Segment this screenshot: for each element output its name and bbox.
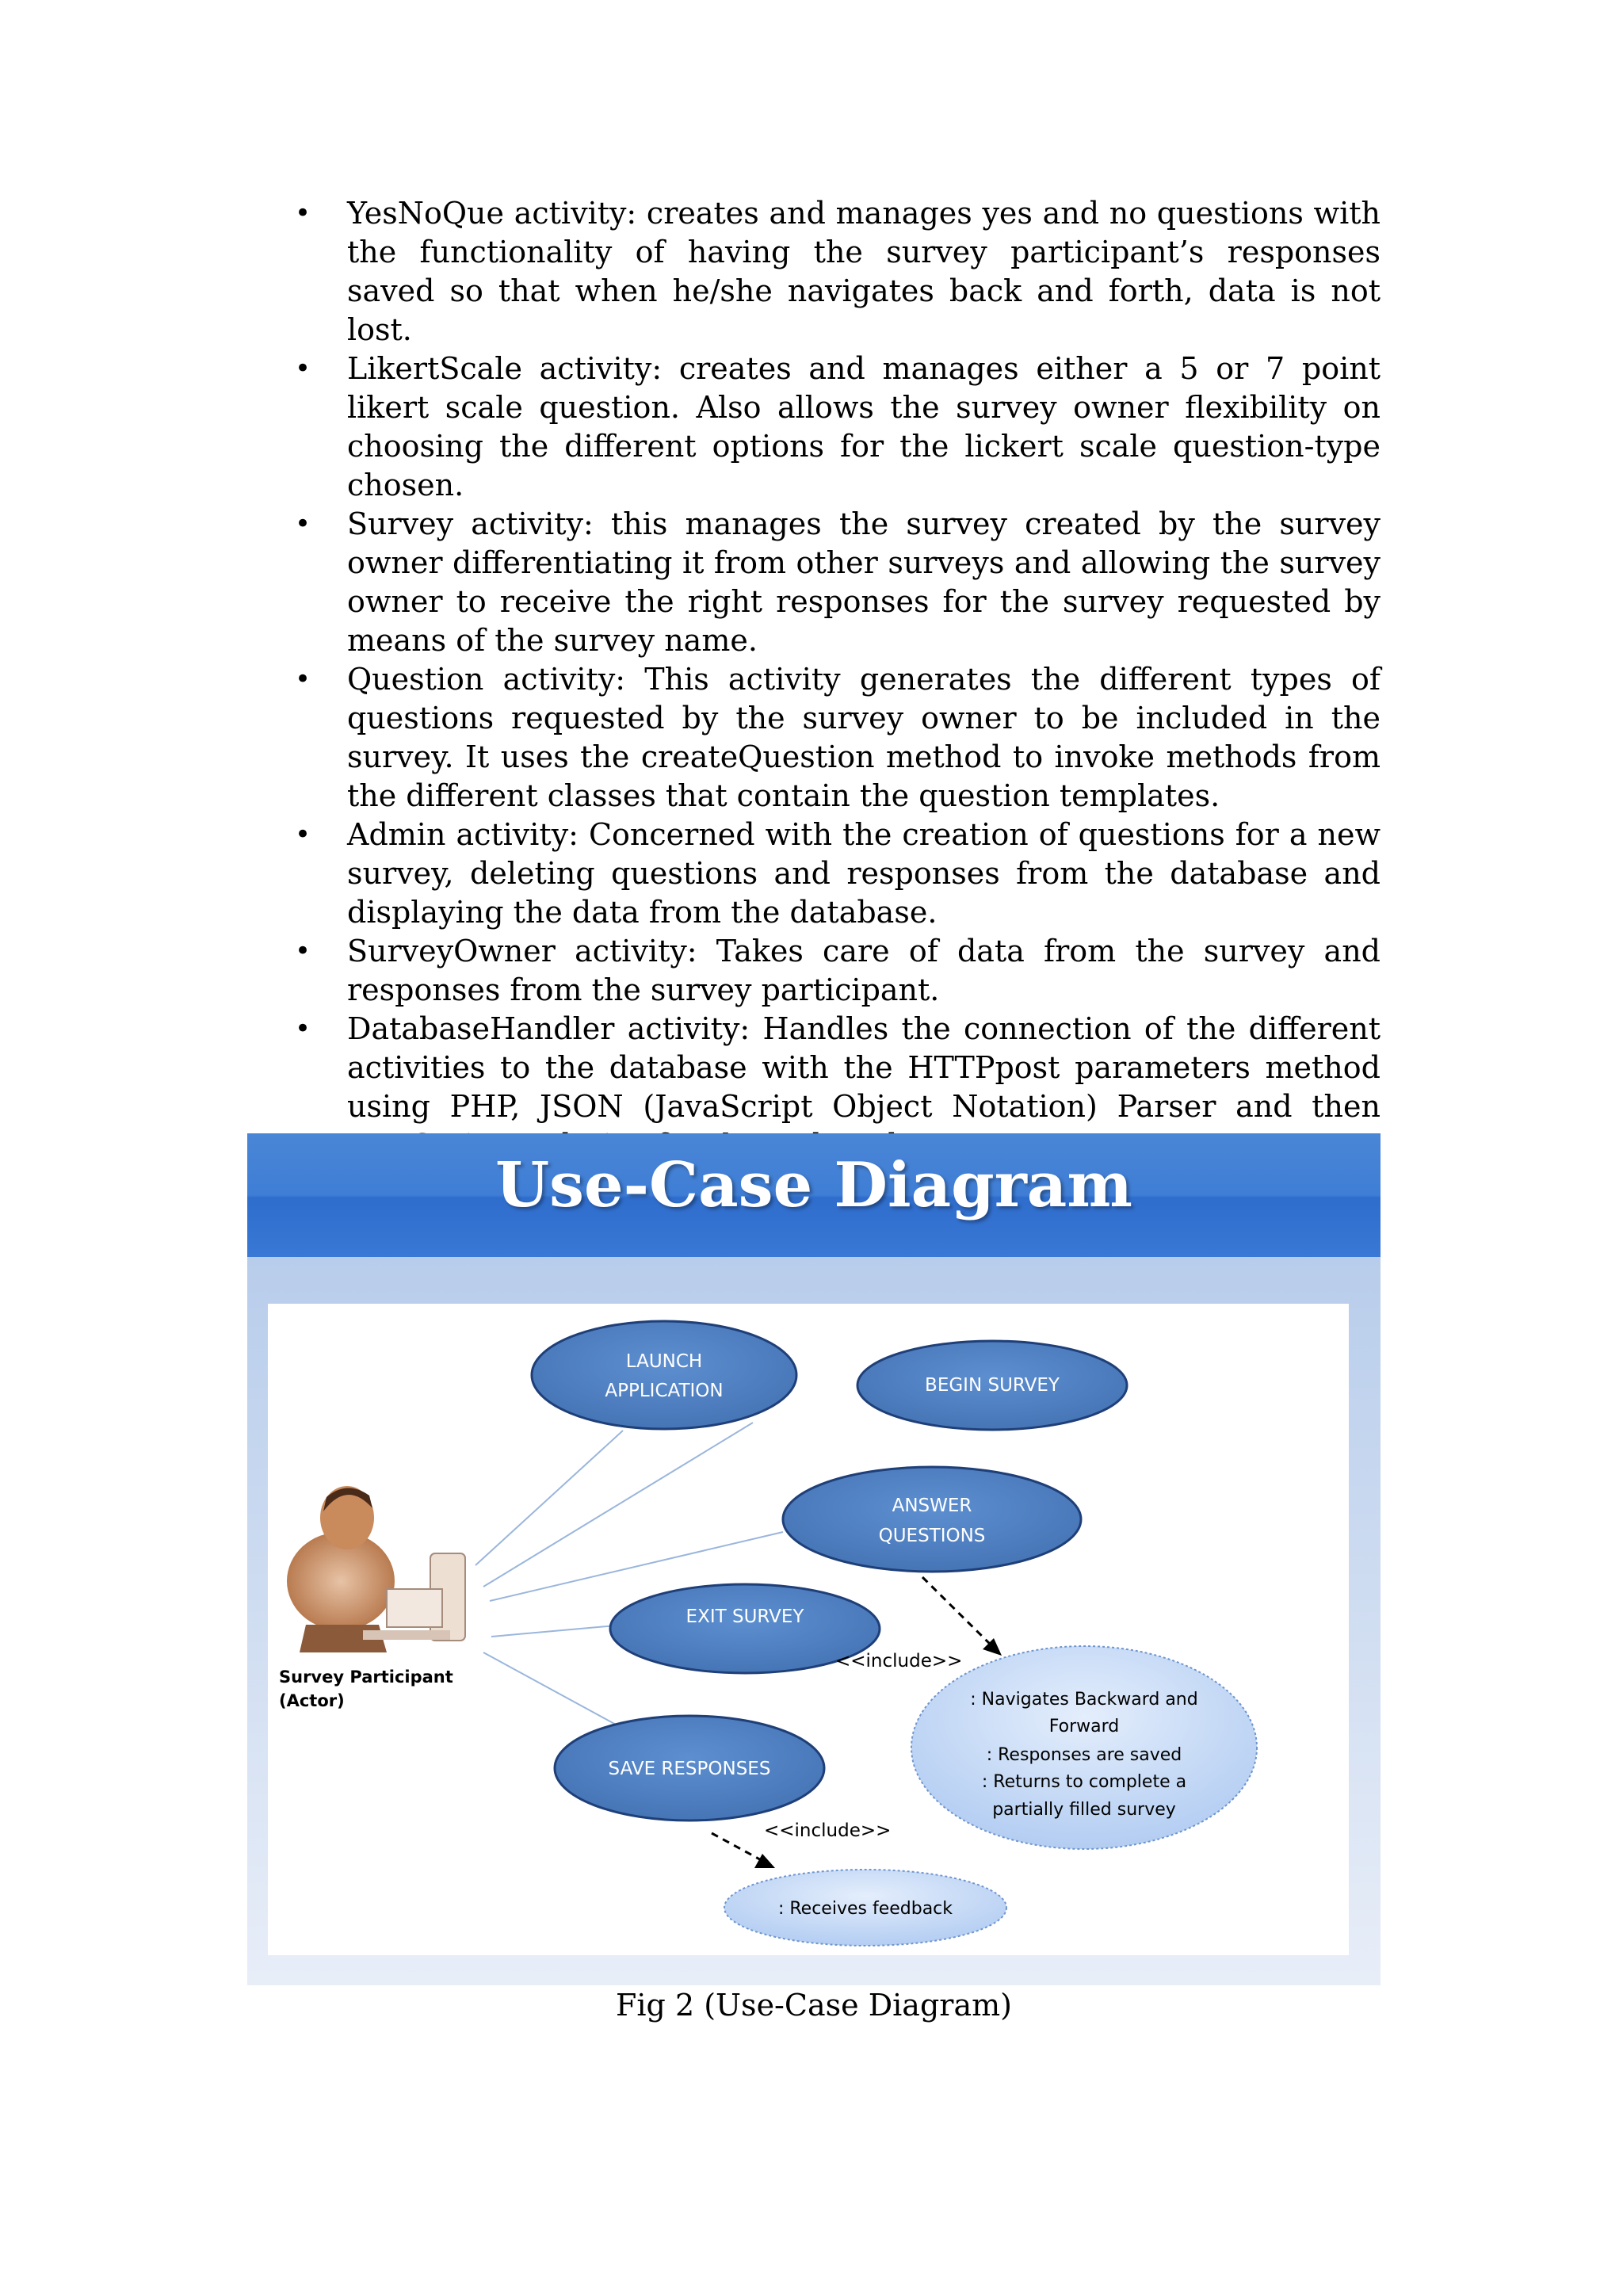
include-arrow-answer: [922, 1577, 1002, 1656]
bullet-text: Admin activity: Concerned with the creation of questions for a new survey, deleting questions and responses from the database and displaying the data from the database.: [347, 817, 1381, 930]
association-launch: [475, 1431, 623, 1565]
usecase-save-label: SAVE RESPONSES: [608, 1759, 771, 1779]
note-navigates: [911, 1646, 1257, 1849]
activity-bullet-list: [292, 194, 1381, 1165]
use-case-figure: [247, 1133, 1381, 1985]
actor-label-line2: (Actor): [279, 1691, 345, 1710]
bullet-symbol: •: [295, 663, 311, 695]
bullet-text: SurveyOwner activity: Takes care of data from the survey and responses from the survey participant.: [347, 934, 1381, 1007]
bullet-text: YesNoQue activity: creates and manages yes and no questions with the functionality of having the survey participant’s responses saved so that when he/she navigates back and forth, data is not lost.: [347, 196, 1381, 347]
bullet-symbol: •: [295, 935, 311, 967]
note-navigates-line3: : Responses are saved: [986, 1745, 1182, 1765]
note-navigates-line1: : Navigates Backward and: [970, 1690, 1198, 1710]
note-feedback-label: : Receives feedback: [777, 1899, 953, 1919]
computer-keyboard: [363, 1630, 450, 1640]
use-case-diagram: [268, 1304, 1349, 1955]
usecase-answer-questions: [783, 1467, 1081, 1572]
association-lines: [475, 1423, 783, 1730]
bullet-text: Question activity: This activity generates the different types of questions requested by the survey owner to be included in the survey. It uses the createQuestion method to invoke methods from the different classes that contain the question templates.: [347, 662, 1381, 813]
usecase-save-responses: [555, 1716, 824, 1820]
bullet-item-surveyowner: [292, 932, 1381, 1010]
figure-caption: Fig 2 (Use-Case Diagram): [616, 1988, 1012, 2023]
usecase-answer-line1: ANSWER: [892, 1496, 972, 1516]
note-navigates-line5: partially filled survey: [992, 1800, 1176, 1820]
bullet-item-admin: [292, 816, 1381, 932]
usecase-launch-line2: APPLICATION: [605, 1381, 724, 1401]
usecase-launch-application: [532, 1321, 796, 1429]
computer-monitor: [387, 1589, 442, 1627]
bullet-item-survey: [292, 505, 1381, 660]
actor-figure: [287, 1486, 465, 1652]
note-navigates-line4: : Returns to complete a: [981, 1772, 1187, 1792]
note-navigates-line2: Forward: [1048, 1717, 1120, 1736]
usecase-exit-label: EXIT SURVEY: [685, 1606, 804, 1627]
actor-label-line1: Survey Participant: [279, 1668, 453, 1687]
bullet-symbol: •: [295, 1013, 311, 1045]
bullet-symbol: •: [295, 508, 311, 540]
bullet-symbol: •: [295, 353, 311, 384]
include-label-save: <<include>>: [764, 1820, 892, 1841]
bullet-item-yesnoque: [292, 194, 1381, 350]
include-label-answer: <<include>>: [835, 1651, 963, 1671]
figure-title: Use-Case Diagram: [495, 1149, 1132, 1221]
bullet-item-question: [292, 660, 1381, 816]
usecase-launch-line1: LAUNCH: [625, 1351, 703, 1372]
bullet-text: LikertScale activity: creates and manages either a 5 or 7 point likert scale question. Also allows the survey owner flexibility on choosing the different options for the lickert scale question-type chosen.: [347, 351, 1381, 502]
usecase-answer-line2: QUESTIONS: [878, 1526, 986, 1546]
association-save: [483, 1652, 626, 1730]
bullet-text: Survey activity: this manages the survey created by the survey owner differentiating it from other surveys and allowing the survey owner to receive the right responses for the survey requested by means of the survey name.: [347, 506, 1381, 658]
association-begin: [483, 1423, 753, 1587]
bullet-symbol: •: [295, 819, 311, 850]
bullet-item-likertscale: [292, 350, 1381, 505]
association-exit: [491, 1625, 624, 1637]
note-feedback: [724, 1870, 1006, 1946]
diagram-canvas: [268, 1304, 1349, 1955]
usecase-begin-label: BEGIN SURVEY: [925, 1375, 1060, 1396]
bullet-symbol: •: [295, 197, 311, 229]
usecase-begin-survey: [857, 1341, 1127, 1430]
bullet-text: DatabaseHandler activity: Handles the connection of the different activities to the database with the HTTPpost parameters method using PHP, JSON (JavaScript Object Notation) Parser and then: [347, 1011, 1381, 1124]
